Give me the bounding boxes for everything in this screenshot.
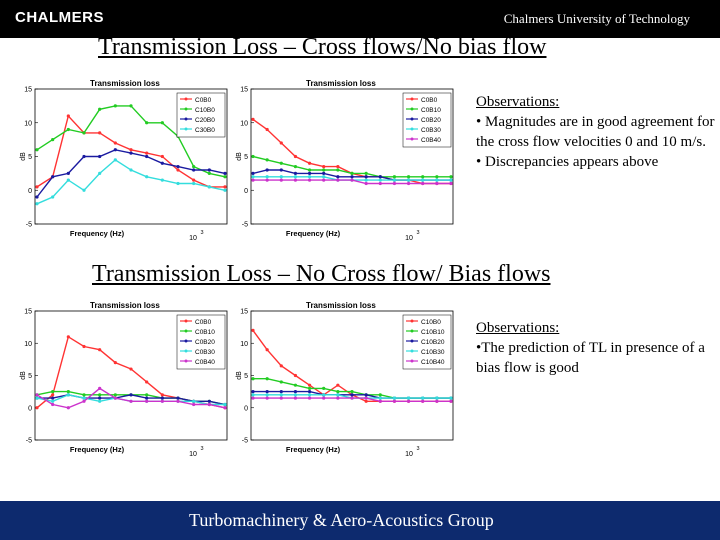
data-point <box>67 335 70 338</box>
data-point <box>266 348 269 351</box>
data-point <box>114 141 117 144</box>
legend-marker <box>411 360 414 363</box>
data-point <box>308 396 311 399</box>
data-point <box>251 390 254 393</box>
data-point <box>308 162 311 165</box>
legend-entry: C30B0 <box>195 127 215 134</box>
y-tick-label: 10 <box>24 120 32 128</box>
data-point <box>161 400 164 403</box>
x-scale-exponent: 3 <box>200 230 204 236</box>
data-point <box>51 393 54 396</box>
data-point <box>407 179 410 182</box>
data-point <box>322 168 325 171</box>
data-point <box>223 403 226 406</box>
x-axis-label: Frequency (Hz) <box>285 445 341 454</box>
y-tick-label: 10 <box>240 340 248 348</box>
data-point <box>114 158 117 161</box>
data-point <box>308 393 311 396</box>
data-point <box>82 393 85 396</box>
y-tick-label: 15 <box>24 86 32 94</box>
data-point <box>129 104 132 107</box>
data-point <box>51 396 54 399</box>
data-point <box>98 108 101 111</box>
y-tick-label: 5 <box>28 373 32 380</box>
data-point <box>379 396 382 399</box>
footer-text: Turbomachinery & Aero-Acoustics Group <box>189 510 494 530</box>
data-point <box>435 179 438 182</box>
data-point <box>393 400 396 403</box>
legend-entry: C0B20 <box>195 339 215 346</box>
legend-marker <box>185 108 188 111</box>
legend-marker <box>185 118 188 121</box>
data-point <box>98 172 101 175</box>
data-point <box>161 155 164 158</box>
data-point <box>251 172 254 175</box>
data-point <box>407 400 410 403</box>
data-point <box>435 400 438 403</box>
legend-entry: C10B0 <box>421 319 441 326</box>
data-point <box>145 121 148 124</box>
data-point <box>294 155 297 158</box>
data-point <box>407 175 410 178</box>
data-point <box>308 384 311 387</box>
chart-bias-flow-measured <box>18 298 230 470</box>
x-scale-label: 10 <box>405 235 413 242</box>
data-point <box>308 175 311 178</box>
legend-entry: C10B10 <box>421 329 445 336</box>
x-scale-exponent: 3 <box>200 446 204 452</box>
data-point <box>322 175 325 178</box>
data-point <box>350 396 353 399</box>
data-point <box>176 168 179 171</box>
data-point <box>251 179 254 182</box>
y-tick-label: -5 <box>241 437 248 445</box>
legend-entry: C0B30 <box>421 127 441 134</box>
data-point <box>308 390 311 393</box>
section-title-bias-flows: Transmission Loss – No Cross flow/ Bias flows <box>92 261 551 287</box>
data-point <box>322 396 325 399</box>
legend-marker <box>185 330 188 333</box>
legend-marker <box>185 350 188 353</box>
data-point <box>336 168 339 171</box>
data-point <box>435 175 438 178</box>
data-point <box>294 384 297 387</box>
data-point <box>294 179 297 182</box>
x-scale-exponent: 3 <box>416 446 420 452</box>
data-point <box>192 179 195 182</box>
chart-title: Transmission loss <box>306 79 376 88</box>
data-point <box>251 175 254 178</box>
x-axis-label: Frequency (Hz) <box>285 229 341 238</box>
data-point <box>208 185 211 188</box>
data-point <box>266 390 269 393</box>
legend-entry: C10B20 <box>421 339 445 346</box>
data-point <box>98 387 101 390</box>
legend-entry: C0B40 <box>421 137 441 144</box>
data-point <box>266 168 269 171</box>
legend-marker <box>185 98 188 101</box>
data-point <box>266 396 269 399</box>
data-point <box>51 175 54 178</box>
legend-entry: C0B20 <box>421 117 441 124</box>
data-point <box>421 175 424 178</box>
data-point <box>280 162 283 165</box>
data-point <box>51 403 54 406</box>
data-point <box>336 179 339 182</box>
data-point <box>145 152 148 155</box>
data-point <box>192 168 195 171</box>
observations-heading: Observations: <box>476 94 560 110</box>
legend-marker <box>411 340 414 343</box>
legend-marker <box>411 350 414 353</box>
data-point <box>35 396 38 399</box>
data-point <box>35 185 38 188</box>
data-point <box>208 172 211 175</box>
data-point <box>336 393 339 396</box>
x-scale-label: 10 <box>189 235 197 242</box>
data-point <box>192 182 195 185</box>
data-point <box>176 396 179 399</box>
data-point <box>98 393 101 396</box>
data-point <box>322 172 325 175</box>
y-tick-label: 10 <box>24 340 32 348</box>
data-point <box>98 155 101 158</box>
data-point <box>35 148 38 151</box>
y-tick-label: 5 <box>28 154 32 161</box>
y-tick-label: 0 <box>244 405 248 413</box>
data-point <box>223 189 226 192</box>
y-tick-label: -5 <box>25 437 32 445</box>
data-point <box>365 400 368 403</box>
observation-line: • Discrepancies appears above <box>476 154 659 170</box>
legend-marker <box>411 128 414 131</box>
data-point <box>294 396 297 399</box>
data-point <box>223 172 226 175</box>
data-point <box>98 131 101 134</box>
footer-bar <box>0 501 720 540</box>
y-axis-label: dB <box>236 152 243 161</box>
data-point <box>350 179 353 182</box>
data-point <box>98 400 101 403</box>
legend-marker <box>185 320 188 323</box>
y-tick-label: 10 <box>240 120 248 128</box>
data-point <box>161 393 164 396</box>
y-tick-label: -5 <box>241 221 248 229</box>
data-point <box>192 403 195 406</box>
data-point <box>379 393 382 396</box>
observation-line: •The prediction of TL in presence of a bias flow is good <box>476 340 705 376</box>
data-point <box>280 393 283 396</box>
data-point <box>350 172 353 175</box>
data-point <box>308 168 311 171</box>
data-point <box>379 175 382 178</box>
legend-entry: C10B0 <box>195 107 215 114</box>
chart-bias-flow-predicted <box>234 298 456 470</box>
data-point <box>280 390 283 393</box>
data-point <box>449 400 452 403</box>
x-scale-label: 10 <box>189 451 197 458</box>
data-point <box>294 390 297 393</box>
data-point <box>336 396 339 399</box>
data-point <box>322 165 325 168</box>
data-point <box>145 175 148 178</box>
data-point <box>67 128 70 131</box>
data-point <box>449 179 452 182</box>
data-point <box>449 175 452 178</box>
data-point <box>129 148 132 151</box>
data-point <box>176 165 179 168</box>
legend-marker <box>411 138 414 141</box>
data-point <box>308 179 311 182</box>
data-point <box>176 400 179 403</box>
data-point <box>67 179 70 182</box>
data-point <box>223 175 226 178</box>
legend-entry: C0B0 <box>421 97 438 104</box>
data-point <box>336 165 339 168</box>
legend-entry: C0B40 <box>195 359 215 366</box>
legend-marker <box>411 98 414 101</box>
data-point <box>294 393 297 396</box>
data-point <box>449 396 452 399</box>
data-point <box>266 393 269 396</box>
data-point <box>145 380 148 383</box>
legend-marker <box>411 118 414 121</box>
data-point <box>251 377 254 380</box>
data-point <box>294 172 297 175</box>
data-point <box>322 387 325 390</box>
section-title-cross-flows: Transmission Loss – Cross flows/No bias flow <box>98 34 547 60</box>
y-tick-label: 15 <box>240 308 248 316</box>
data-point <box>294 175 297 178</box>
data-point <box>407 182 410 185</box>
data-point <box>251 155 254 158</box>
data-point <box>98 396 101 399</box>
data-point <box>114 104 117 107</box>
data-point <box>280 175 283 178</box>
data-point <box>308 172 311 175</box>
legend-entry: C0B30 <box>195 349 215 356</box>
data-point <box>251 393 254 396</box>
data-point <box>393 175 396 178</box>
data-point <box>114 393 117 396</box>
legend-marker <box>185 340 188 343</box>
chart-title: Transmission loss <box>90 79 160 88</box>
data-point <box>266 175 269 178</box>
y-tick-label: 15 <box>24 308 32 316</box>
y-tick-label: 0 <box>28 187 32 195</box>
data-point <box>114 396 117 399</box>
data-point <box>208 403 211 406</box>
x-scale-label: 10 <box>405 451 413 458</box>
data-point <box>251 118 254 121</box>
data-point <box>35 202 38 205</box>
data-point <box>266 179 269 182</box>
data-point <box>251 329 254 332</box>
data-point <box>192 400 195 403</box>
data-point <box>161 121 164 124</box>
legend-marker <box>411 320 414 323</box>
data-point <box>308 387 311 390</box>
legend-entry: C0B0 <box>195 97 212 104</box>
legend-entry: C0B10 <box>421 107 441 114</box>
data-point <box>208 168 211 171</box>
data-point <box>294 374 297 377</box>
data-point <box>365 175 368 178</box>
data-point <box>82 189 85 192</box>
data-point <box>129 393 132 396</box>
y-tick-label: 5 <box>244 154 248 161</box>
data-point <box>161 396 164 399</box>
y-tick-label: 0 <box>244 187 248 195</box>
data-point <box>294 165 297 168</box>
y-tick-label: 0 <box>28 405 32 413</box>
data-point <box>67 406 70 409</box>
data-point <box>176 182 179 185</box>
data-point <box>82 131 85 134</box>
data-point <box>35 406 38 409</box>
data-point <box>350 393 353 396</box>
y-tick-label: 15 <box>240 86 248 94</box>
data-point <box>407 396 410 399</box>
legend-entry: C10B30 <box>421 349 445 356</box>
observation-line: • Magnitudes are in good agreement for the cross flow velocities 0 and 10 m/s. <box>476 114 715 150</box>
data-point <box>223 406 226 409</box>
data-point <box>82 396 85 399</box>
legend-marker <box>185 128 188 131</box>
data-point <box>280 179 283 182</box>
data-point <box>251 396 254 399</box>
legend-marker <box>185 360 188 363</box>
data-point <box>365 182 368 185</box>
chalmers-logo: CHALMERS <box>15 9 104 26</box>
data-point <box>280 396 283 399</box>
data-point <box>98 348 101 351</box>
data-point <box>67 393 70 396</box>
data-point <box>129 400 132 403</box>
data-point <box>35 393 38 396</box>
data-point <box>322 179 325 182</box>
chart-title: Transmission loss <box>90 301 160 310</box>
legend-entry: C20B0 <box>195 117 215 124</box>
data-point <box>421 400 424 403</box>
data-point <box>129 168 132 171</box>
data-point <box>192 165 195 168</box>
data-point <box>280 364 283 367</box>
legend-marker <box>411 108 414 111</box>
data-point <box>145 396 148 399</box>
y-axis-label: dB <box>236 371 243 380</box>
data-point <box>393 182 396 185</box>
x-axis-label: Frequency (Hz) <box>69 229 125 238</box>
data-point <box>449 182 452 185</box>
data-point <box>379 400 382 403</box>
data-point <box>280 380 283 383</box>
data-point <box>336 175 339 178</box>
data-point <box>280 141 283 144</box>
data-point <box>365 172 368 175</box>
university-name: Chalmers University of Technology <box>503 11 690 26</box>
data-point <box>129 367 132 370</box>
chart-cross-flow-predicted <box>234 76 456 254</box>
legend-marker <box>411 330 414 333</box>
data-point <box>114 361 117 364</box>
data-point <box>350 390 353 393</box>
data-point <box>365 393 368 396</box>
data-point <box>82 155 85 158</box>
data-point <box>51 195 54 198</box>
data-point <box>280 168 283 171</box>
data-point <box>435 182 438 185</box>
legend-entry: C10B40 <box>421 359 445 366</box>
data-point <box>67 390 70 393</box>
data-point <box>322 393 325 396</box>
data-point <box>82 400 85 403</box>
data-point <box>51 400 54 403</box>
x-scale-exponent: 3 <box>416 230 420 236</box>
y-tick-label: -5 <box>25 221 32 229</box>
data-point <box>35 195 38 198</box>
data-point <box>145 393 148 396</box>
data-point <box>145 155 148 158</box>
data-point <box>393 396 396 399</box>
data-point <box>336 390 339 393</box>
data-point <box>223 185 226 188</box>
x-axis-label: Frequency (Hz) <box>69 445 125 454</box>
data-point <box>421 179 424 182</box>
data-point <box>51 390 54 393</box>
data-point <box>67 172 70 175</box>
data-point <box>129 152 132 155</box>
data-point <box>336 384 339 387</box>
data-point <box>82 345 85 348</box>
data-point <box>145 400 148 403</box>
y-axis-label: dB <box>20 371 27 380</box>
y-tick-label: 5 <box>244 373 248 380</box>
data-point <box>161 162 164 165</box>
data-point <box>114 148 117 151</box>
data-point <box>350 175 353 178</box>
data-point <box>51 138 54 141</box>
data-point <box>266 128 269 131</box>
y-axis-label: dB <box>20 152 27 161</box>
legend-entry: C0B10 <box>195 329 215 336</box>
header-bar <box>0 0 720 38</box>
data-point <box>393 179 396 182</box>
data-point <box>266 377 269 380</box>
observations-block-2 <box>476 318 716 378</box>
observations-block-1 <box>476 92 716 172</box>
chart-title: Transmission loss <box>306 301 376 310</box>
chart-cross-flow-measured <box>18 76 230 254</box>
data-point <box>379 182 382 185</box>
data-point <box>67 114 70 117</box>
data-point <box>421 396 424 399</box>
observations-heading: Observations: <box>476 320 560 336</box>
data-point <box>208 400 211 403</box>
data-point <box>365 396 368 399</box>
data-point <box>379 179 382 182</box>
data-point <box>161 179 164 182</box>
data-point <box>266 158 269 161</box>
data-point <box>435 396 438 399</box>
legend-entry: C0B0 <box>195 319 212 326</box>
data-point <box>421 182 424 185</box>
data-point <box>365 179 368 182</box>
